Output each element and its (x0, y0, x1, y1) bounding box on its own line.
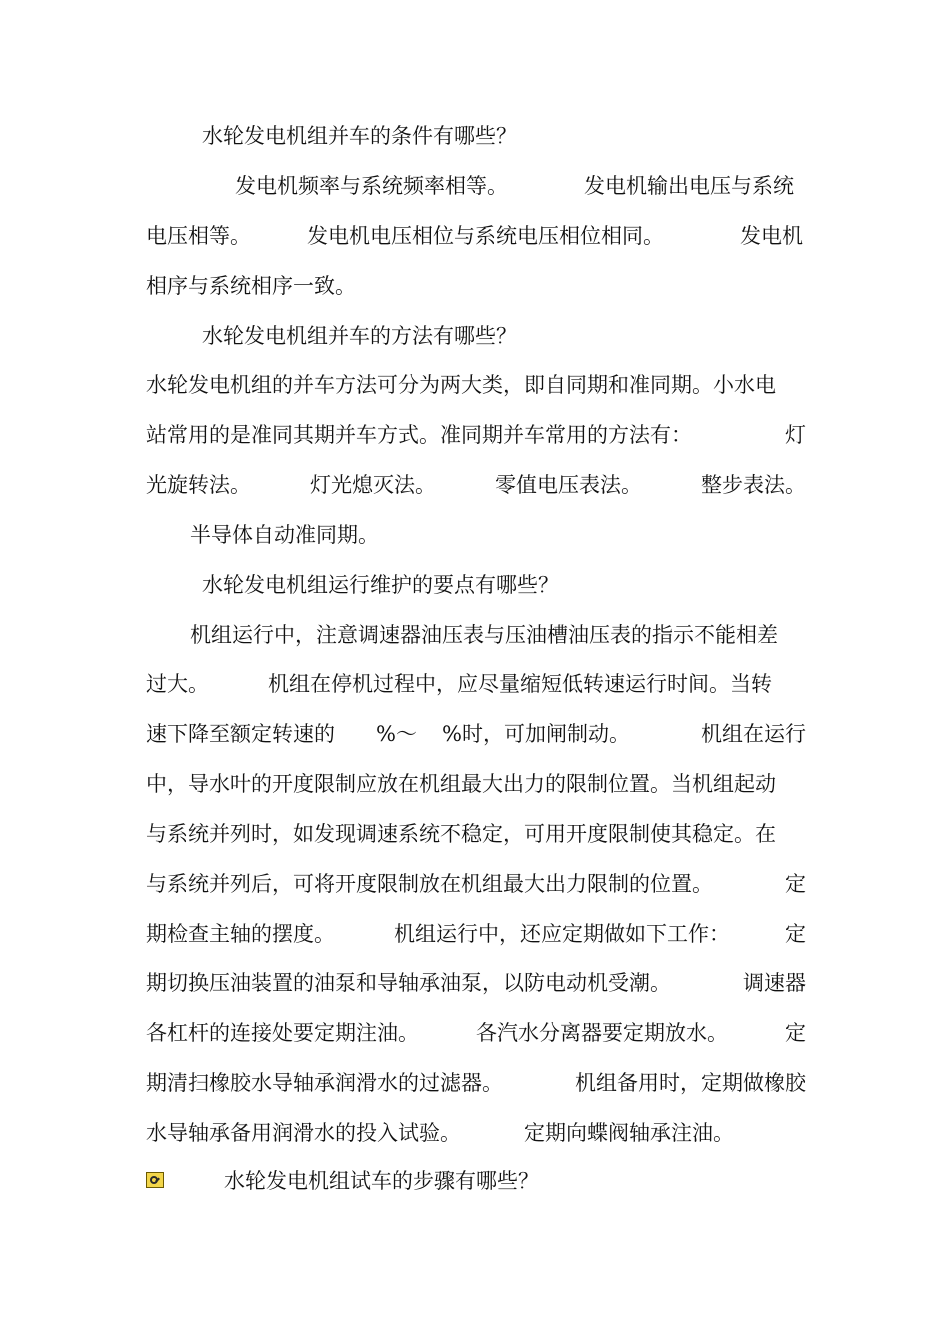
q3-line-7-b: 机组运行中，还应定期做如下工作： (394, 922, 730, 946)
question-3-title: 水轮发电机组运行维护的要点有哪些？ (202, 573, 559, 597)
q1-answer-4: 发电机 (740, 224, 803, 248)
q3-line-9 (146, 1018, 806, 1048)
q2-line-1: 水轮发电机组的并车方法可分为两大类，即自同期和准同期。小水电 (146, 373, 776, 397)
q2-method-1-start: 灯 (785, 423, 806, 447)
q1-answer-2: 发电机输出电压与系统 (584, 174, 794, 198)
q3-line-8-a: 期切换压油装置的油泵和导轴承油泵，以防电动机受潮。 (146, 971, 671, 995)
q3-line-9-c: 定 (785, 1021, 806, 1045)
q3-line-3-d: 机组在运行 (701, 722, 806, 746)
q3-line-7-c: 定 (785, 922, 806, 946)
q3-line-3-b: %～ (376, 722, 417, 746)
q2-line-2-text: 站常用的是准同其期并车方式。准同期并车常用的方法有： (146, 423, 692, 447)
q3-line-1: 机组运行中，注意调速器油压表与压油槽油压表的指示不能相差 (190, 623, 778, 647)
q3-line-10 (146, 1068, 806, 1098)
q3-line-3 (146, 719, 806, 749)
q3-line-9-a: 各杠杆的连接处要定期注油。 (146, 1021, 419, 1045)
q3-line-11-b: 定期向蝶阀轴承注油。 (524, 1121, 734, 1145)
q3-line-10-a: 期清扫橡胶水导轴承润滑水的过滤器。 (146, 1071, 503, 1095)
q3-line-6 (146, 869, 806, 899)
q3-line-8-b: 调速器 (743, 971, 806, 995)
q2-method-5: 半导体自动准同期。 (190, 523, 379, 547)
q2-method-4: 整步表法。 (701, 473, 806, 497)
question-4-title: 水轮发电机组试车的步骤有哪些？ (224, 1169, 539, 1193)
q3-line-11 (146, 1118, 806, 1148)
q3-line-6-a: 与系统并列后，可将开度限制放在机组最大出力限制的位置。 (146, 872, 713, 896)
q3-line-3-a: 速下降至额定转速的 (146, 722, 335, 746)
q3-line-9-b: 各汽水分离器要定期放水。 (476, 1021, 728, 1045)
q3-line-3-c: %时，可加闸制动。 (442, 722, 630, 746)
question-2-title: 水轮发电机组并车的方法有哪些？ (202, 324, 517, 348)
q3-line-4: 中，导水叶的开度限制应放在机组最大出力的限制位置。当机组起动 (146, 772, 776, 796)
q1-answer-3: 发电机电压相位与系统电压相位相同。 (307, 224, 664, 248)
q2-line-2 (146, 420, 806, 450)
q3-line-7-a: 期检查主轴的摆度。 (146, 922, 335, 946)
q3-line-10-b: 机组备用时，定期做橡胶 (575, 1071, 806, 1095)
q2-method-1: 光旋转法。 (146, 473, 251, 497)
q3-line-2 (146, 669, 806, 699)
q2-method-2: 灯光熄灭法。 (310, 473, 436, 497)
q3-line-8 (146, 968, 806, 998)
q1-answer-2-cont: 电压相等。 (146, 224, 251, 248)
q1-answer-1: 发电机频率与系统频率相等。 (235, 174, 508, 198)
q3-line-11-a: 水导轴承备用润滑水的投入试验。 (146, 1121, 461, 1145)
q3-line-5: 与系统并列时，如发现调速系统不稳定，可用开度限制使其稳定。在 (146, 822, 776, 846)
q2-method-3: 零值电压表法。 (495, 473, 642, 497)
q3-line-7 (146, 919, 806, 949)
q3-line-2-b: 机组在停机过程中，应尽量缩短低转速运行时间。当转 (268, 672, 772, 696)
q2-line-3 (146, 470, 806, 500)
q3-line-2-a: 过大。 (146, 672, 209, 696)
q3-line-6-b: 定 (785, 872, 806, 896)
q1-answer-4-cont: 相序与系统相序一致。 (146, 274, 356, 298)
question-1-title: 水轮发电机组并车的条件有哪些？ (202, 124, 517, 148)
embedded-object-icon[interactable] (146, 1172, 164, 1188)
